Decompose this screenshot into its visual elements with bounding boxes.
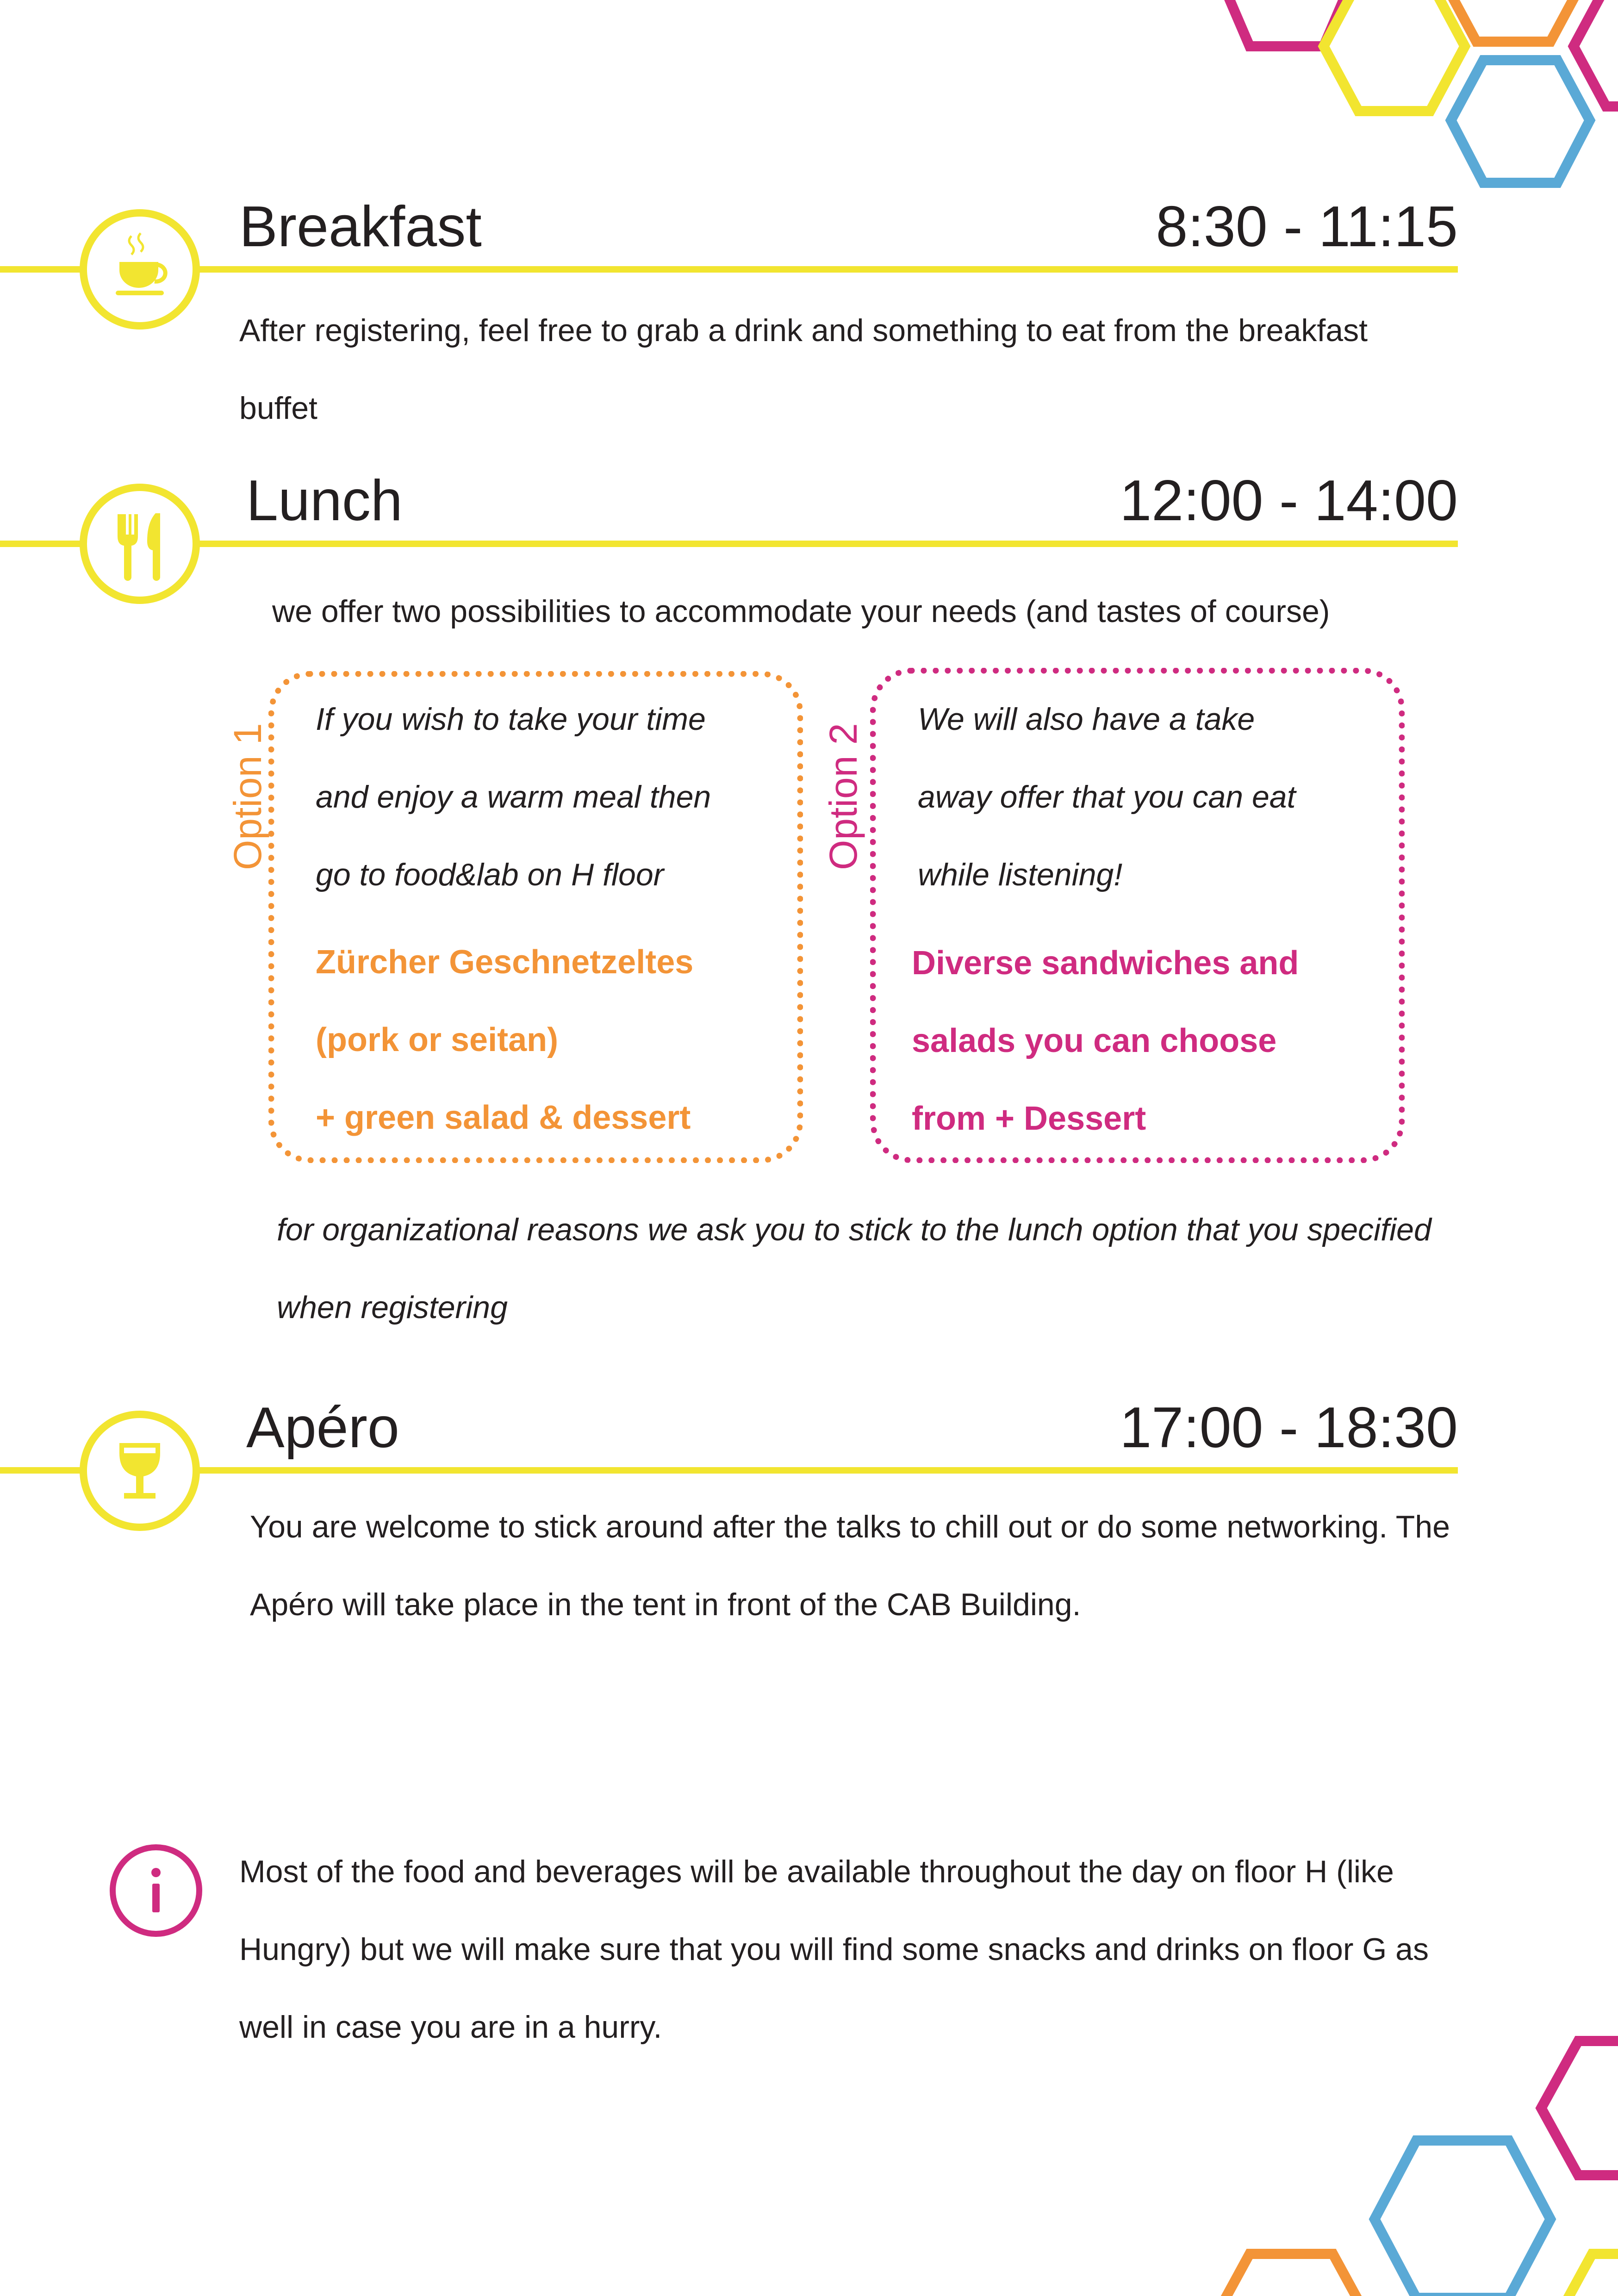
option-2-text <box>918 680 1394 914</box>
lunch-title: Lunch <box>246 469 403 533</box>
info-icon <box>116 1850 196 1931</box>
option-1-menu-item: + green salad & dessert <box>316 1099 691 1136</box>
option-2-label: Option 2 <box>821 723 865 870</box>
breakfast-description: After registering, feel free to grab a drink and something to eat from the breakfast buffet <box>239 313 1368 426</box>
apero-time: 17:00 - 18:30 <box>1120 1396 1458 1460</box>
option-1-text <box>316 680 792 914</box>
option-2-line: away offer that you can eat <box>918 779 1296 815</box>
wine-glass-icon <box>87 1418 193 1524</box>
option-2-line: while listening! <box>918 857 1123 892</box>
breakfast-divider <box>0 266 1458 273</box>
coffee-cup-icon <box>87 217 193 322</box>
option-1-line: If you wish to take your time <box>316 702 706 737</box>
fork-knife-icon <box>87 491 193 597</box>
lunch-time: 12:00 - 14:00 <box>1120 469 1458 533</box>
option-2-menu-item: Diverse sandwiches and <box>912 945 1299 982</box>
option-1-label: Option 1 <box>226 723 269 870</box>
apero-description: You are welcome to stick around after the talks to chill out or do some networking. The Apéro will take place in the tent in front of the CAB Building. <box>250 1509 1450 1622</box>
lunch-intro: we offer two possibilities to accommodate your needs (and tastes of course) <box>272 594 1330 629</box>
option-1-menu <box>316 923 792 1157</box>
hexagon-orange-bottom <box>1208 2254 1375 2296</box>
apero-divider <box>0 1467 1458 1474</box>
breakfast-time: 8:30 - 11:15 <box>1156 195 1458 259</box>
option-1-line: go to food&lab on H floor <box>316 857 664 892</box>
breakfast-icon-ring <box>80 209 200 330</box>
info-icon-ring <box>110 1844 202 1937</box>
option-2-menu <box>912 924 1393 1157</box>
option-2-menu-item: from + Dessert <box>912 1100 1146 1137</box>
apero-icon-ring <box>80 1411 200 1531</box>
option-1-line: and enjoy a warm meal then <box>316 779 711 815</box>
info-text: Most of the food and beverages will be available throughout the day on floor H (like Hungry) but we will make sure that you will find some snacks and drinks on floor G as well in case you are in a hurry. <box>239 1854 1429 2045</box>
hexagon-yellow-bottom <box>1550 2254 1618 2296</box>
breakfast-title: Breakfast <box>239 195 482 259</box>
hexagon-orange-top <box>1444 0 1583 42</box>
option-1-menu-item: Zürcher Geschnetzeltes <box>316 944 694 981</box>
hexagon-magenta-bottom <box>1541 2041 1618 2175</box>
lunch-divider <box>0 541 1458 547</box>
lunch-note: for organizational reasons we ask you to stick to the lunch option that you specified when registering <box>277 1212 1431 1325</box>
hexagon-blue-bottom <box>1375 2140 1550 2296</box>
option-1-menu-item: (pork or seitan) <box>316 1021 559 1058</box>
option-2-line: We will also have a take <box>918 702 1255 737</box>
option-2-menu-item: salads you can choose <box>912 1022 1277 1059</box>
lunch-icon-ring <box>80 484 200 604</box>
hexagon-blue-top <box>1451 60 1590 183</box>
apero-title: Apéro <box>246 1396 399 1460</box>
hexagon-magenta-top-right <box>1574 0 1618 106</box>
hexagon-yellow-top <box>1324 0 1465 111</box>
